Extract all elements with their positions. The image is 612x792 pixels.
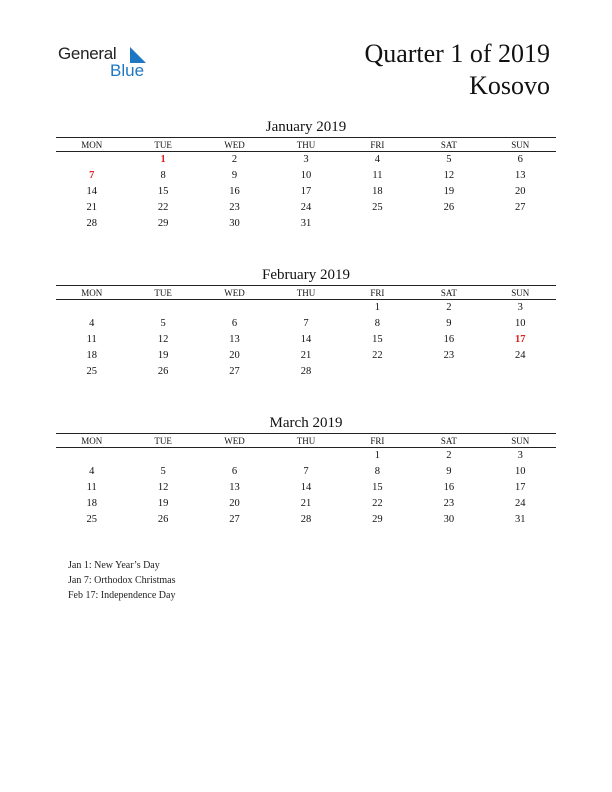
week-row xyxy=(56,363,556,379)
week-row xyxy=(56,199,556,215)
day-cell: 27 xyxy=(229,365,240,377)
day-cell: 5 xyxy=(446,154,452,166)
empty-day-cell xyxy=(127,448,198,464)
weekday-header-row xyxy=(56,434,556,448)
weekday-sun: SUN xyxy=(485,434,556,448)
day-cell: 10 xyxy=(300,170,312,182)
day-cell: 13 xyxy=(229,481,240,493)
day-cell: 28 xyxy=(86,217,97,229)
holiday-note: Jan 1: New Year’s Day xyxy=(68,560,160,571)
month-calendar-january xyxy=(56,117,556,231)
day-cell: 9 xyxy=(446,318,452,330)
month-calendar-march xyxy=(56,413,556,527)
day-cell: 19 xyxy=(157,497,169,509)
day-cell: 7 xyxy=(303,466,309,478)
week-row xyxy=(56,511,556,527)
day-cell: 18 xyxy=(372,185,383,197)
day-cell: 21 xyxy=(300,497,312,509)
day-cell: 12 xyxy=(443,170,455,182)
day-cell: 3 xyxy=(517,302,523,314)
day-cell: 11 xyxy=(86,481,97,493)
day-cell: 14 xyxy=(300,481,312,493)
weekday-tue: TUE xyxy=(127,138,198,152)
day-cell: 6 xyxy=(231,318,238,330)
month-calendar-february xyxy=(56,265,556,379)
generalblue-logo xyxy=(58,44,168,84)
day-cell: 30 xyxy=(443,513,455,525)
day-cell: 8 xyxy=(160,170,166,182)
empty-day-cell xyxy=(413,363,484,379)
weekday-sat: SAT xyxy=(413,138,484,152)
holiday-notes xyxy=(68,558,176,603)
day-cell: 16 xyxy=(229,185,240,197)
day-cell: 18 xyxy=(86,497,97,509)
empty-day-cell xyxy=(127,300,198,316)
holiday-note: Jan 7: Orthodox Christmas xyxy=(68,575,176,586)
holiday-day-cell: 7 xyxy=(89,170,95,182)
holiday-note: Feb 17: Independence Day xyxy=(68,590,176,601)
country-title: Kosovo xyxy=(469,71,550,100)
day-cell: 26 xyxy=(157,365,169,377)
month-title: March 2019 xyxy=(269,415,343,431)
empty-day-cell xyxy=(342,215,413,231)
day-cell: 15 xyxy=(372,481,383,493)
day-cell: 15 xyxy=(372,333,383,345)
week-row xyxy=(56,347,556,363)
weekday-thu: THU xyxy=(270,434,341,448)
day-cell: 10 xyxy=(515,466,526,478)
day-cell: 30 xyxy=(229,217,240,229)
logo-text-blue: Blue xyxy=(110,61,145,80)
weekday-mon: MON xyxy=(56,138,127,152)
empty-day-cell xyxy=(199,300,270,316)
month-title: February 2019 xyxy=(262,267,350,283)
weekday-wed: WED xyxy=(199,434,270,448)
week-row xyxy=(56,168,556,184)
weekday-wed: WED xyxy=(199,138,270,152)
week-row xyxy=(56,464,556,480)
day-cell: 1 xyxy=(374,450,381,462)
week-row xyxy=(56,448,556,464)
day-cell: 22 xyxy=(372,349,383,361)
day-cell: 19 xyxy=(443,185,455,197)
weekday-mon: MON xyxy=(56,434,127,448)
day-cell: 7 xyxy=(303,318,309,330)
day-cell: 14 xyxy=(300,333,312,345)
day-cell: 13 xyxy=(229,333,240,345)
month-grid xyxy=(56,285,556,379)
day-cell: 4 xyxy=(89,318,95,330)
day-cell: 17 xyxy=(300,185,312,197)
day-cell: 4 xyxy=(89,466,95,478)
empty-day-cell xyxy=(56,300,127,316)
day-cell: 11 xyxy=(372,170,383,182)
day-cell: 28 xyxy=(300,365,312,377)
day-cell: 6 xyxy=(517,154,523,166)
day-cell: 5 xyxy=(160,466,166,478)
holiday-day-cell: 17 xyxy=(515,333,526,345)
day-cell: 16 xyxy=(443,481,455,493)
week-row xyxy=(56,332,556,348)
month-grid xyxy=(56,137,556,231)
day-cell: 25 xyxy=(86,365,97,377)
day-cell: 8 xyxy=(374,318,381,330)
weekday-fri: FRI xyxy=(342,138,413,152)
day-cell: 31 xyxy=(515,513,526,525)
empty-day-cell xyxy=(56,448,127,464)
day-cell: 13 xyxy=(515,170,526,182)
month-grid xyxy=(56,433,556,527)
week-row xyxy=(56,495,556,511)
day-cell: 3 xyxy=(303,154,309,166)
day-cell: 20 xyxy=(229,349,240,361)
day-cell: 17 xyxy=(515,481,526,493)
day-cell: 16 xyxy=(443,333,455,345)
empty-day-cell xyxy=(413,215,484,231)
day-cell: 15 xyxy=(157,185,169,197)
weekday-fri: FRI xyxy=(342,286,413,300)
day-cell: 22 xyxy=(157,201,169,213)
day-cell: 27 xyxy=(515,201,526,213)
day-cell: 2 xyxy=(446,302,452,314)
holiday-day-cell: 1 xyxy=(160,154,166,166)
day-cell: 9 xyxy=(446,466,452,478)
month-title: January 2019 xyxy=(265,119,347,135)
day-cell: 25 xyxy=(372,201,383,213)
weekday-header-row xyxy=(56,286,556,300)
day-cell: 19 xyxy=(157,349,169,361)
day-cell: 24 xyxy=(515,349,526,361)
day-cell: 24 xyxy=(300,201,312,213)
day-cell: 3 xyxy=(517,450,523,462)
day-cell: 28 xyxy=(300,513,312,525)
week-row xyxy=(56,480,556,496)
week-row xyxy=(56,184,556,200)
day-cell: 29 xyxy=(372,513,383,525)
day-cell: 11 xyxy=(86,333,97,345)
weekday-sun: SUN xyxy=(485,138,556,152)
empty-day-cell xyxy=(485,215,556,231)
logo-text-general: General xyxy=(58,44,117,63)
empty-day-cell xyxy=(270,300,341,316)
day-cell: 12 xyxy=(157,333,169,345)
weekday-mon: MON xyxy=(56,286,127,300)
day-cell: 4 xyxy=(374,154,381,166)
week-row xyxy=(56,152,556,168)
weekday-sat: SAT xyxy=(413,434,484,448)
week-row xyxy=(56,215,556,231)
day-cell: 2 xyxy=(231,154,238,166)
day-cell: 18 xyxy=(86,349,97,361)
day-cell: 10 xyxy=(515,318,526,330)
day-cell: 14 xyxy=(86,185,97,197)
weekday-fri: FRI xyxy=(342,434,413,448)
day-cell: 8 xyxy=(374,466,381,478)
empty-day-cell xyxy=(199,448,270,464)
weekday-tue: TUE xyxy=(127,286,198,300)
day-cell: 9 xyxy=(231,170,238,182)
weekday-sun: SUN xyxy=(485,286,556,300)
day-cell: 23 xyxy=(443,349,455,361)
weekday-wed: WED xyxy=(199,286,270,300)
quarter-title: Quarter 1 of 2019 xyxy=(364,39,550,68)
day-cell: 23 xyxy=(229,201,240,213)
week-row xyxy=(56,316,556,332)
day-cell: 31 xyxy=(300,217,312,229)
day-cell: 12 xyxy=(157,481,169,493)
day-cell: 27 xyxy=(229,513,240,525)
weekday-tue: TUE xyxy=(127,434,198,448)
day-cell: 21 xyxy=(86,201,97,213)
day-cell: 20 xyxy=(515,185,526,197)
weekday-header-row xyxy=(56,138,556,152)
day-cell: 21 xyxy=(300,349,312,361)
day-cell: 2 xyxy=(446,450,452,462)
empty-day-cell xyxy=(270,448,341,464)
week-row xyxy=(56,300,556,316)
day-cell: 5 xyxy=(160,318,166,330)
day-cell: 1 xyxy=(374,302,381,314)
day-cell: 29 xyxy=(157,217,169,229)
empty-day-cell xyxy=(56,152,127,168)
empty-day-cell xyxy=(485,363,556,379)
weekday-thu: THU xyxy=(270,286,341,300)
day-cell: 20 xyxy=(229,497,240,509)
day-cell: 26 xyxy=(157,513,169,525)
day-cell: 23 xyxy=(443,497,455,509)
day-cell: 24 xyxy=(515,497,526,509)
weekday-thu: THU xyxy=(270,138,341,152)
page-header xyxy=(364,38,550,102)
empty-day-cell xyxy=(342,363,413,379)
day-cell: 6 xyxy=(231,466,238,478)
day-cell: 22 xyxy=(372,497,383,509)
weekday-sat: SAT xyxy=(413,286,484,300)
day-cell: 26 xyxy=(443,201,455,213)
day-cell: 25 xyxy=(86,513,97,525)
